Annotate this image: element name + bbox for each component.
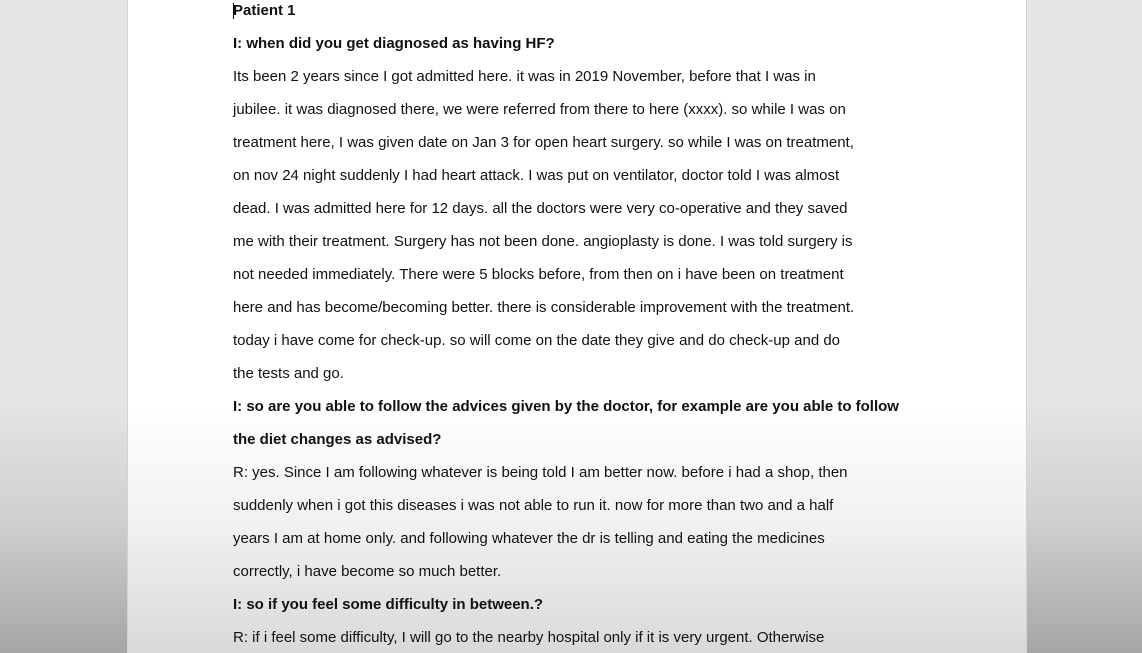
document-line: here and has become/becoming better. there is considerable improvement with the treatment. [233,299,855,316]
document-line: R: yes. Since I am following whatever is being told I am better now. before i had a shop, then [233,464,848,481]
document-line: jubilee. it was diagnosed there, we were referred from there to here (xxxx). so while I was on [233,101,846,118]
document-line: the tests and go. [233,365,344,382]
document-line: I: so if you feel some difficulty in between.? [233,596,544,613]
document-line: today i have come for check-up. so will come on the date they give and do check-up and do [233,332,841,349]
document-line: Patient 1 [233,2,296,19]
document-line: me with their treatment. Surgery has not been done. angioplasty is done. I was told surgery is [233,233,853,250]
document-line: I: so are you able to follow the advices given by the doctor, for example are you able to follow [233,398,899,415]
document-line: dead. I was admitted here for 12 days. all the doctors were very co-operative and they saved [233,200,848,217]
document-line: R: if i feel some difficulty, I will go to the nearby hospital only if it is very urgent. Otherwise [233,629,825,646]
document-line: treatment here, I was given date on Jan 3 for open heart surgery. so while I was on treatment, [233,134,854,151]
document-line: suddenly when i got this diseases i was not able to run it. now for more than two and a half [233,497,834,514]
document-line: I: when did you get diagnosed as having HF? [233,35,555,52]
document-line: correctly, i have become so much better. [233,563,502,580]
document-line: Its been 2 years since I got admitted here. it was in 2019 November, before that I was in [233,68,816,85]
document-line: years I am at home only. and following whatever the dr is telling and eating the medicines [233,530,825,547]
document-line: on nov 24 night suddenly I had heart attack. I was put on ventilator, doctor told I was almost [233,167,840,184]
document-line: the diet changes as advised? [233,431,442,448]
document-page[interactable] [127,0,1027,653]
document-line: not needed immediately. There were 5 blocks before, from then on i have been on treatment [233,266,844,283]
